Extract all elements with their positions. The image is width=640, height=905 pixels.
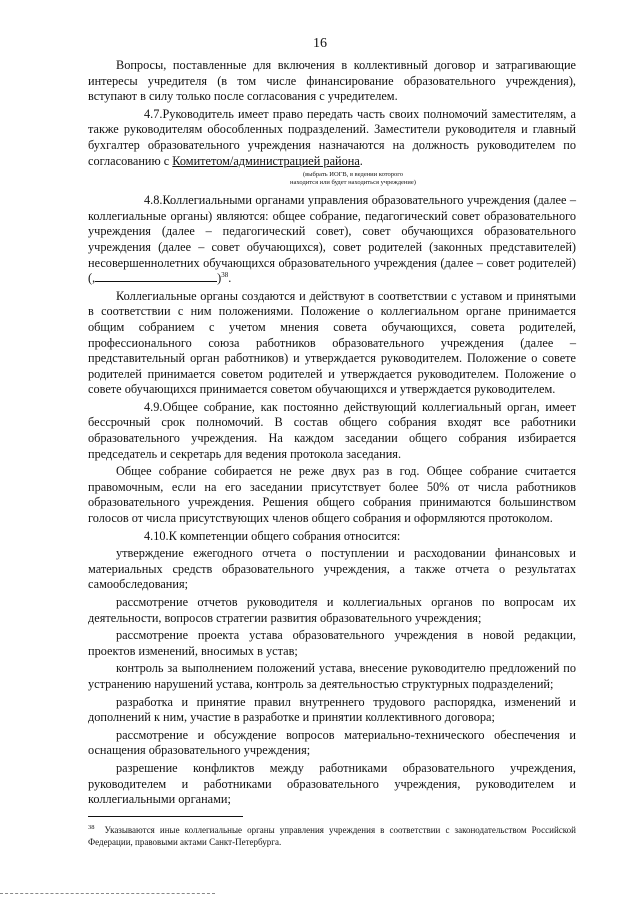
list-item: контроль за выполнением положений устава, внесение руководителю предложений по устранению нарушений устава, контроль за деятельностью структурных подразделений; (88, 661, 576, 691)
list-item: рассмотрение и обсуждение вопросов материально-технического обеспечения и оснащения образовательного учреждения; (88, 727, 576, 758)
footnote-reference: 38 (221, 271, 229, 280)
paragraph-4-9-continued: Общее собрание собирается не реже двух раз в год. Общее собрание считается правомочным, если на его заседании присутствует более 50% от числа работников образовательного учреждения. Решения общего собрания принимаются большинством голосов от числа присутствующих членов общего собрания и оформляются протоколом. (88, 464, 576, 526)
fill-in-blank (95, 271, 217, 282)
clause-number: 4.7. (144, 106, 163, 121)
clause-end: . (359, 153, 363, 168)
paragraph-4-10 (88, 529, 576, 545)
list-item: разрешение конфликтов между работниками образовательного учреждения, руководителем и работниками образовательного учреждения, руководителем и коллегиальными органами; (88, 760, 576, 807)
committee-placeholder: Комитетом/администрацией района (172, 153, 360, 168)
paragraph-4-8-continued: Коллегиальные органы создаются и действуют в соответствии с уставом и принятыми в соответствии с ним положениями. Положение о коллегиальном органе принимается общим собранием с учетом мнения совета обучающихся, совета родителей, профессионального союза работников образовательного учреждения (далее – представительный орган работников) и утверждается руководителем. Положение о совете родителей принимается советом родителей и утверждается руководителем. Положение о совете обучающихся принимается советом обучающихся и утверждается руководителем. (88, 288, 576, 397)
clause-text: Общее собрание, как постоянно действующий коллегиальный орган, имеет бессрочный срок полномочий. В состав общего собрания входят все работники образовательного учреждения. На каждом заседании общего собрания избирается председатель и секретарь для ведения протокола заседания. (88, 399, 576, 461)
clause-end: . (228, 271, 232, 286)
paragraph-4-7 (88, 107, 576, 169)
note-line: (выбрать ИОГВ, в ведении которого (302, 171, 404, 179)
clause-text: К компетенции общего собрания относится: (168, 528, 401, 543)
footnote (88, 822, 576, 848)
paragraph-4-9 (88, 400, 576, 462)
list-item: разработка и принятие правил внутреннего трудового распорядка, изменений и дополнений к ним, участие в разработке и принятии коллективного договора; (88, 694, 576, 725)
placeholder-note (278, 171, 428, 187)
document-body (88, 58, 576, 810)
clause-close: ) (217, 271, 222, 286)
footnote-separator (88, 816, 243, 817)
clause-number: 4.9. (144, 399, 163, 414)
paragraph-intro: Вопросы, поставленные для включения в коллективный договор и затрагивающие интересы учредителя (в том числе финансирование образовательного учреждения), вступают в силу только после согласования с учредителем. (88, 58, 576, 104)
list-item: рассмотрение отчетов руководителя и коллегиальных органов по вопросам их деятельности, вопросов стратегии развития образовательного учреждения; (88, 595, 576, 625)
list-item: утверждение ежегодного отчета о поступлении и расходовании финансовых и материальных средств образовательного учреждения, а также отчета о результатах самообследования; (88, 546, 576, 592)
paragraph-4-8 (88, 193, 576, 287)
note-line: находится или будет находиться учреждение) (290, 179, 416, 187)
clause-number: 4.8. (144, 193, 163, 208)
footnote-text: Указываются иные коллегиальные органы управления учреждения в соответствии с законодательством Российской Федерации, правовыми актами Санкт-Петербурга. (88, 825, 576, 847)
clause-text: Коллегиальными органами управления образовательного учреждения (далее – коллегиальные органы) являются: общее собрание, педагогический совет образовательного учреждения (далее – педагогический совет), совет обучающихся образовательного учреждения (далее – совет обучающихся), совет родителей (законных представителей) несовершеннолетних обучающихся образовательного учреждения (далее – совет родителей) (, (88, 193, 576, 286)
footnote-mark: 38 (88, 824, 95, 831)
clause-number: 4.10. (144, 528, 169, 543)
scan-artifact (0, 893, 215, 894)
list-item: рассмотрение проекта устава образовательного учреждения в новой редакции, проектов изменений, вносимых в устав; (88, 628, 576, 658)
clause-text: Руководитель имеет право передать часть своих полномочий заместителям, а также руководителям обособленных подразделений. Заместители руководителя и главный бухгалтер образовательного учреждения назначаются на должность руководителем по согласованию с (88, 106, 576, 168)
page-number: 16 (313, 36, 327, 51)
